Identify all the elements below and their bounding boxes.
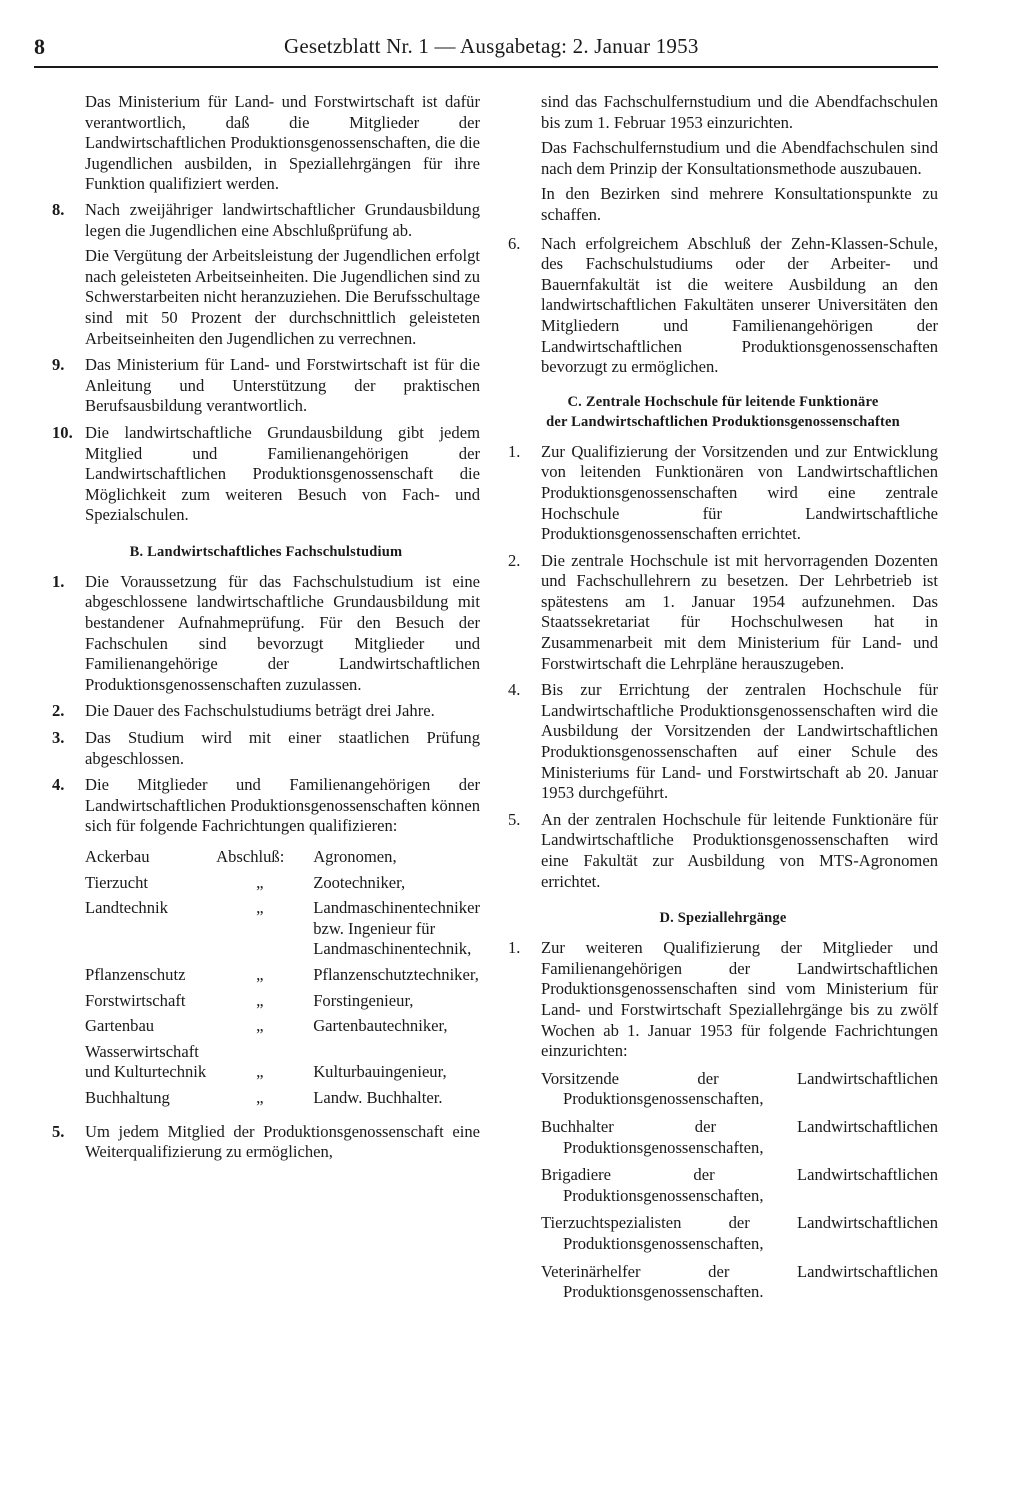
table-cell-field: Pflanzenschutz <box>85 964 186 984</box>
item-text: Die Mitglieder und Familienangehörigen der Landwirtschaftlichen Produktionsgenossenschaften können sich für folgende Fachrichtungen qualifizieren: <box>85 775 480 836</box>
table-cell-degree: Zootechniker, <box>313 872 406 892</box>
table-cell-field: Landtechnik <box>85 898 168 918</box>
item-number: 2. <box>52 701 65 721</box>
table-cell-label: „ <box>256 990 264 1010</box>
item-number: 1. <box>52 571 65 591</box>
running-title: Gesetzblatt Nr. 1 — Ausgabetag: 2. Januar 1953 <box>284 34 699 58</box>
table-cell-label: „ <box>256 898 264 918</box>
list-item-b1 <box>52 572 480 696</box>
table-cell-degree: Kulturbauingenieur, <box>313 1061 447 1081</box>
table-cell-degree: Forstingenieur, <box>313 990 414 1010</box>
item-text: Die Vergütung der Arbeitsleistung der Jugendlichen erfolgt nach geleisteten Arbeitseinheiten. Die Jugendlichen sind zu Schwerstarbeiten nicht heranzuziehen. Die Berufsschultage sind mit 50 Prozent der durchschnittlich geleisteten Arbeitseinheiten den Jugendlichen zu verrechnen. <box>85 246 480 348</box>
item-text: Die Dauer des Fachschulstudiums beträgt drei Jahre. <box>85 701 435 721</box>
list-item-d1 <box>508 938 938 1303</box>
list-item: Brigadiere der Landwirtschaftlichen Produktionsgenossenschaften, <box>541 1165 938 1205</box>
list-item-8 <box>52 200 480 349</box>
course-list <box>541 1069 938 1303</box>
table-cell-label: Abschluß: <box>216 847 285 866</box>
table-cell-degree: Pflanzenschutztechniker, <box>313 964 479 984</box>
table-cell-degree: Landw. Buchhalter. <box>313 1087 443 1107</box>
item-text: An der zentralen Hochschule für leitende Funktionäre für Landwirtschaftliche Produktionsgenossenschaften wird eine Fakultät zur Ausbildung von MTS-Agronomen errichtet. <box>541 809 938 891</box>
list-item: Tierzuchtspezialisten der Landwirtschaftlichen Produktionsgenossenschaften, <box>541 1213 938 1253</box>
table-cell-field: Forstwirtschaft <box>85 990 186 1010</box>
list-item-b5 <box>52 1122 480 1163</box>
item-text: Das Studium wird mit einer staatlichen Prüfung abgeschlossen. <box>85 728 480 768</box>
list-item-b3 <box>52 728 480 769</box>
page-number: 8 <box>34 34 45 59</box>
item-number: 1. <box>508 938 521 958</box>
item-text: Das Ministerium für Land- und Forstwirtschaft ist für die Anleitung und Unterstützung der praktischen Berufsausbildung verantwortlich. <box>85 355 480 416</box>
list-item: Vorsitzende der Landwirtschaftlichen Produktionsgenossenschaften, <box>541 1068 938 1109</box>
table-cell-label: „ <box>256 872 264 892</box>
item-number: 1. <box>508 441 521 461</box>
item-text: Nach erfolgreichem Abschluß der Zehn-Klassen-Schule, des Fachschulstudiums oder der Arbeiter- und Bauernfakultät ist die weitere Ausbildung an den landwirtschaftlichen Fakultäten unserer Universitäten den Mitgliedern und Familienangehörigen der Landwirtschaftlichen Produktionsgenossenschaften bevorzugt zu ermöglichen. <box>541 233 938 377</box>
table-row <box>85 898 480 965</box>
item-number: 6. <box>508 233 521 253</box>
table-cell-degree: Landmaschinentechniker bzw. Ingenieur für Landmaschinentechnik, <box>313 898 480 959</box>
item-text: Die zentrale Hochschule ist mit hervorragenden Dozenten und Fachschullehrern zu besetzen. Der Lehrbetrieb ist spätestens am 1. Januar 1954 aufzunehmen. Das Staatssekretariat für Hochschulwesen hat in Zusammenarbeit mit dem Ministerium für Land- und Forstwirtschaft die Lehrpläne herauszugeben. <box>541 550 938 673</box>
item-text: Nach zweijähriger landwirtschaftlicher Grundausbildung legen die Jugendlichen eine Abschlußprüfung ab. <box>85 199 480 240</box>
continued-item-5 <box>508 92 938 226</box>
table-row <box>85 1016 480 1042</box>
item-text: Bis zur Errichtung der zentralen Hochschule für Landwirtschaftliche Produktionsgenossenschaften wird die Ausbildung der Vorsitzenden der Landwirtschaftlichen Produktionsgenossenschaften auf einer Schule des Ministeriums für Land- und Forstwirtschaft ab 20. Januar 1953 durchgeführt. <box>541 680 938 803</box>
list-item: Veterinärhelfer der Landwirtschaftlichen Produktionsgenossenschaften. <box>541 1261 938 1302</box>
list-item: Buchhalter der Landwirtschaftlichen Produktionsgenossenschaften, <box>541 1116 938 1157</box>
item-number: 9. <box>52 355 65 375</box>
list-item-c5 <box>508 810 938 892</box>
item-number: 5. <box>508 809 521 829</box>
item-number: 3. <box>52 728 65 748</box>
table-cell-label: „ <box>256 964 264 984</box>
table-cell-label: „ <box>256 1061 264 1081</box>
list-item-c4 <box>508 680 938 804</box>
table-cell-field: Wasserwirtschaft und Kulturtechnik <box>85 1041 207 1082</box>
qualification-table <box>85 847 480 1114</box>
list-item-b6 <box>508 234 938 378</box>
item-text: Das Fachschulfernstudium und die Abendfachschulen sind nach dem Prinzip der Konsultationsmethode auszubauen. <box>541 138 938 178</box>
list-item-b2 <box>52 701 480 722</box>
item-number: 2. <box>508 550 521 570</box>
table-cell-label: „ <box>256 1016 264 1036</box>
table-row <box>85 1088 480 1114</box>
item-number: 4. <box>508 680 521 700</box>
item-text: In den Bezirken sind mehrere Konsultationspunkte zu schaffen. <box>541 184 938 224</box>
item-text: Die landwirtschaftliche Grundausbildung gibt jedem Mitglied und Familienangehörigen der Landwirtschaftlichen Produktionsgenossenschaft die Möglichkeit zum weiteren Besuch von Fach- und Spezialschulen. <box>85 422 480 525</box>
list-item-b4 <box>52 775 480 837</box>
intro-paragraph: Das Ministerium für Land- und Forstwirtschaft ist dafür verantwortlich, daß die Mitglieder der Landwirtschaftlichen Produktionsgenossenschaften, die die Jugendlichen ausbilden, in Speziallehrgängen für ihre Funktion qualifiziert werden. <box>85 92 480 194</box>
item-text: sind das Fachschulfernstudium und die Abendfachschulen bis zum 1. Februar 1953 einzurichten. <box>541 92 938 132</box>
list-item-9 <box>52 355 480 417</box>
section-heading-b: B. Landwirtschaftliches Fachschulstudium <box>129 543 403 560</box>
item-number: 4. <box>52 775 65 795</box>
table-cell-field: Ackerbau <box>85 847 150 866</box>
section-heading-line: C. Zentrale Hochschule für leitende Funktionäre <box>567 393 879 410</box>
right-column <box>508 92 938 1310</box>
item-text: Um jedem Mitglied der Produktionsgenossenschaft eine Weiterqualifizierung zu ermöglichen, <box>85 1121 480 1162</box>
table-cell-field: Buchhaltung <box>85 1087 170 1107</box>
section-heading-line: der Landwirtschaftlichen Produktionsgenossenschaften <box>546 413 900 430</box>
item-text: Die Voraussetzung für das Fachschulstudium ist eine abgeschlossene landwirtschaftliche Grundausbildung mit bestandener Aufnahmeprüfung. Für den Besuch der Fachschulen sind bevorzugt Mitglieder und Familienangehörige der Landwirtschaftlichen Produktionsgenossenschaften zuzulassen. <box>85 571 480 694</box>
item-number: 10. <box>52 422 73 442</box>
section-heading-d: D. Speziallehrgänge <box>659 910 787 927</box>
table-cell-label: „ <box>256 1087 264 1107</box>
section-heading-c <box>508 392 938 432</box>
item-text: Zur weiteren Qualifizierung der Mitglieder und Familienangehörigen der Landwirtschaftlichen Produktionsgenossenschaften sind vom Ministerium für Land- und Forstwirtschaft Speziallehrgänge bis zu zwölf Wochen ab 1. Januar 1953 für folgende Fachrichtungen einzurichten: <box>541 938 938 1061</box>
list-item-c2 <box>508 551 938 675</box>
table-row <box>85 1042 480 1088</box>
page-header <box>34 30 938 68</box>
list-item-c1 <box>508 442 938 545</box>
table-cell-field: Tierzucht <box>85 872 148 892</box>
table-cell-degree: Gartenbautechniker, <box>313 1016 448 1036</box>
table-cell-degree: Agronomen, <box>313 847 397 866</box>
list-item-10 <box>52 423 480 526</box>
table-row <box>85 873 480 899</box>
table-row <box>85 965 480 991</box>
table-cell-field: Gartenbau <box>85 1016 155 1036</box>
item-number: 8. <box>52 199 65 219</box>
item-number: 5. <box>52 1121 65 1141</box>
table-row <box>85 991 480 1017</box>
left-column <box>52 92 480 1169</box>
item-text: Zur Qualifizierung der Vorsitzenden und zur Entwicklung von leitenden Funktionären von Landwirtschaftlichen Produktionsgenossenschaften wird eine zentrale Hochschule für Landwirtschaftliche Produktionsgenossenschaften errichtet. <box>541 441 938 544</box>
table-row <box>85 847 480 873</box>
